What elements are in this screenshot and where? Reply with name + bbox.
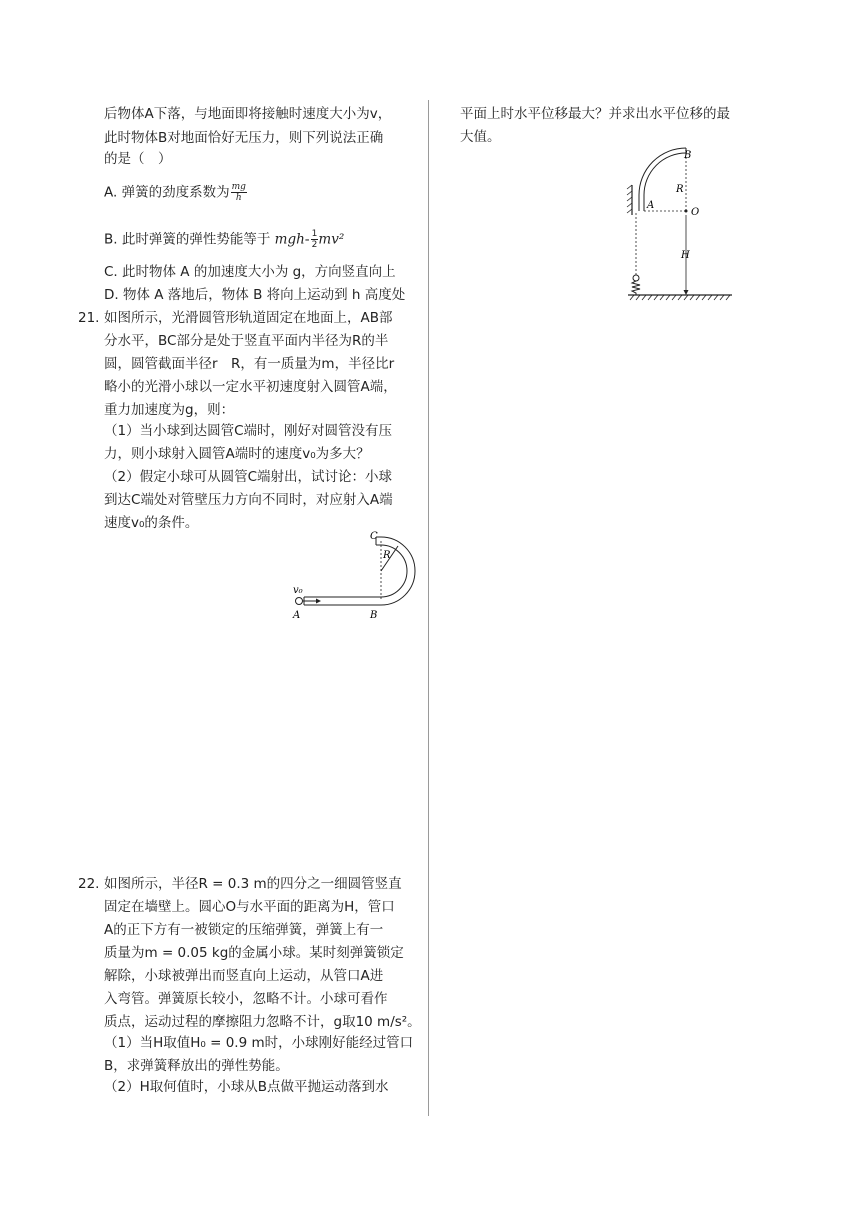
q20-option-a — [104, 182, 247, 203]
q21-number: 21. — [78, 310, 100, 326]
metal-ball — [633, 275, 639, 281]
q22-line: 入弯管。弹簧原长较小，忽略不计。小球可看作 — [104, 991, 388, 1007]
ground-hatch — [630, 295, 730, 300]
q21-line: 力，则小球射入圆管A端时的速度v₀为多大？ — [104, 446, 370, 462]
q20-option-b — [104, 229, 344, 250]
option-b-expr-c: mv² — [318, 231, 345, 248]
q22-line: 如图所示，半径R = 0.3 m的四分之一细圆管竖直 — [104, 876, 402, 892]
q21-line: 到达C端处对管壁压力方向不同时，对应射入A端 — [104, 492, 393, 508]
q21-figure — [286, 526, 426, 626]
q21-line: 分水平，BC部分是处于竖直平面内半径为R的半 — [104, 333, 389, 349]
fraction-numerator: mg — [231, 182, 246, 192]
label-b: B — [370, 610, 378, 621]
option-b-minus: - — [304, 231, 310, 248]
q20-line-1: 后物体A下落，与地面即将接触时速度大小为v， — [104, 106, 392, 122]
q22-line: 解除，小球被弹出而竖直向上运动，从管口A进 — [104, 968, 384, 984]
wall-hatch — [627, 185, 632, 213]
label-r: R — [676, 184, 684, 195]
q20-option-d: D. 物体 A 落地后，物体 B 将向上运动到 h 高度处 — [104, 287, 406, 303]
q21-line: 略小的光滑小球以一定水平初速度射入圆管A端， — [104, 379, 397, 395]
q22-number: 22. — [78, 876, 100, 892]
fraction-denominator: 2 — [311, 240, 318, 250]
column-divider — [428, 100, 429, 1116]
label-c: C — [370, 531, 378, 542]
q20-option-c: C. 此时物体 A 的加速度大小为 g，方向竖直向上 — [104, 264, 396, 280]
q22-figure — [620, 145, 740, 305]
q21-line: 重力加速度为g，则： — [104, 402, 235, 418]
arrowhead — [316, 599, 321, 604]
label-b: B — [684, 150, 692, 161]
option-a-text: A. 弹簧的劲度系数为 — [104, 184, 230, 201]
q21-line: （2）假定小球可从圆管C端射出，试讨论：小球 — [104, 469, 393, 485]
label-o: O — [691, 207, 700, 218]
q21-line: （1）当小球到达圆管C端时，刚好对圆管没有压 — [104, 423, 393, 439]
q22-continued-line: 平面上时水平位移最大？并求出水平位移的最 — [460, 106, 730, 122]
q22-line: A的正下方有一被锁定的压缩弹簧，弹簧上有一 — [104, 922, 384, 938]
label-v0: v₀ — [293, 585, 303, 596]
arrowhead — [684, 290, 689, 295]
q21-line: 如图所示，光滑圆管形轨道固定在地面上，AB部 — [104, 310, 393, 326]
fraction-numerator: 1 — [311, 229, 318, 239]
ball — [296, 598, 303, 605]
q22-line: （2）H取何值时，小球从B点做平抛运动落到水 — [104, 1079, 389, 1095]
q20-line-3: 的是（ ） — [104, 151, 172, 167]
q22-line: 固定在墙壁上。圆心O与水平面的距离为H，管口 — [104, 899, 395, 915]
q22-line: B，求弹簧释放出的弹性势能。 — [104, 1058, 289, 1074]
option-b-expr-a: mgh — [274, 231, 305, 248]
pipe-tube — [304, 537, 415, 605]
q21-line: 圆，圆管截面半径r R，有一质量为m，半径比r — [104, 356, 395, 372]
q21-line: 速度v₀的条件。 — [104, 515, 199, 531]
option-b-text: B. 此时弹簧的弹性势能等于 — [104, 231, 275, 248]
q22-line: 质量为m = 0.05 kg的金属小球。某时刻弹簧锁定 — [104, 945, 404, 961]
q20-line-2: 此时物体B对地面恰好无压力，则下列说法正确 — [104, 130, 384, 146]
q22-continued-line: 大值。 — [460, 129, 501, 145]
label-a: A — [647, 200, 655, 211]
label-r: R — [383, 550, 391, 561]
q22-line: 质点，运动过程的摩擦阻力忽略不计，g取10 m/s²。 — [104, 1014, 421, 1030]
label-a: A — [293, 610, 301, 621]
center-point — [685, 210, 688, 213]
spring — [632, 281, 640, 295]
label-h: H — [681, 250, 690, 261]
fraction-denominator: h — [235, 193, 242, 203]
q22-line: （1）当H取值H₀ = 0.9 m时，小球刚好能经过管口 — [104, 1035, 414, 1051]
option-a-fraction — [231, 182, 247, 203]
